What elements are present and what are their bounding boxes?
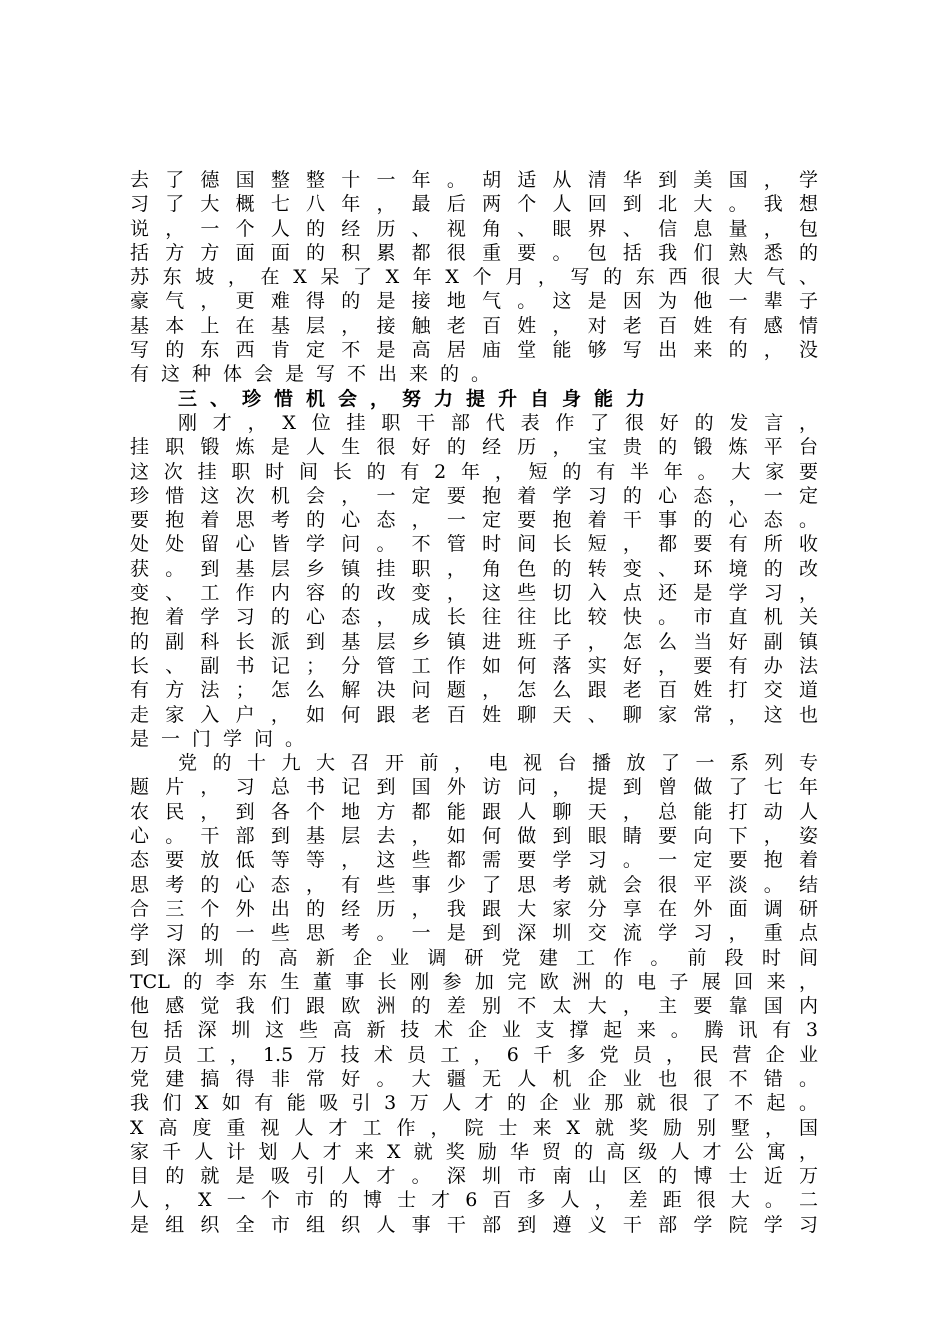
text-line: 挂职锻炼是人生很好的经历，宝贵的锻炼平台	[130, 436, 818, 459]
text-line: 合三个外出的经历，我跟大家分享在外面调研	[130, 897, 818, 920]
text-line: 变、工作内容的改变，这些切入点还是学习，	[130, 582, 818, 605]
text-line: 习了大概七八年，最后两个人回到北大。我想	[130, 193, 818, 216]
text-line: 是组织全市组织人事干部到遵义干部学院学习	[130, 1213, 818, 1236]
text-line: 要抱着思考的心态，一定要抱着干事的心态。	[130, 509, 818, 532]
text-line: 说，一个人的经历、视角、眼界、信息量，包	[130, 217, 818, 240]
paragraph	[130, 411, 818, 751]
text-line: 农民，到各个地方都能跟人聊天，总能打动人	[130, 800, 818, 823]
text-line: 基本上在基层，接触老百姓，对老百姓有感情	[130, 314, 818, 337]
text-line: 长、副书记；分管工作如何落实好，要有办法	[130, 654, 818, 677]
text-line: 心。干部到基层去，如何做到眼睛要向下，姿	[130, 825, 818, 848]
text-line: 苏东坡，在X呆了X年X个月，写的东西很大气、	[130, 266, 818, 289]
text-line: 去了德国整整十一年。胡适从清华到美国，学	[130, 169, 818, 191]
text-line: 括方方面面的积累都很重要。包括我们熟悉的	[130, 241, 818, 264]
text-line: 处处留心皆学问。不管时间长短，都要有所收	[130, 533, 818, 556]
text-line: 目的就是吸引人才。深圳市南山区的博士近万	[130, 1165, 818, 1188]
text-line: 珍惜这次机会，一定要抱着学习的心态，一定	[130, 484, 818, 507]
text-line: 态要放低等等，这些都需要学习。一定要抱着	[130, 849, 818, 872]
text-line: 获。到基层乡镇挂职，角色的转变、环境的改	[130, 557, 818, 580]
text-line: 包括深圳这些高新技术企业支撑起来。腾讯有3	[130, 1019, 818, 1042]
text-line: 学习的一些思考。一是到深圳交流学习，重点	[130, 922, 818, 945]
section-heading	[130, 387, 818, 411]
paragraph	[130, 168, 818, 387]
text-line: 到深圳的高新企业调研党建工作。前段时间	[130, 946, 818, 969]
text-line: 题片，习总书记到国外访问，提到曾做了七年	[130, 776, 818, 799]
text-line: 万员工，1.5万技术员工，6千多党员，民营企业	[130, 1043, 818, 1066]
text-line: 这次挂职时间长的有2年，短的有半年。大家要	[130, 460, 818, 483]
text-line: 人，X一个市的博士才6百多人，差距很大。二	[130, 1189, 818, 1212]
text-line: 走家入户，如何跟老百姓聊天、聊家常，这也	[130, 703, 818, 726]
text-line: 家千人计划人才来X就奖励华贸的高级人才公寓，	[130, 1140, 818, 1163]
text-line: 思考的心态，有些事少了思考就会很平淡。结	[130, 873, 818, 896]
heading-text: 三、珍惜机会，努力提升自身能力	[178, 387, 659, 410]
text-line: 他感觉我们跟欧洲的差别不太大，主要靠国内	[130, 995, 818, 1018]
text-line: 我们X如有能吸引3万人才的企业那就很了不起。	[130, 1092, 818, 1115]
text-line: 写的东西肯定不是高居庙堂能够写出来的，没	[130, 339, 818, 362]
text-line: 豪气，更难得的是接地气。这是因为他一辈子	[130, 290, 818, 313]
text-line: 党的十九大召开前，电视台播放了一系列专	[178, 752, 818, 775]
paragraph	[130, 751, 818, 1237]
text-line: X高度重视人才工作，院士来X就奖励别墅，国	[130, 1116, 818, 1139]
text-line: 刚才，X位挂职干部代表作了很好的发言，	[178, 411, 818, 434]
text-line: TCL的李东生董事长刚参加完欧洲的电子展回来，	[130, 970, 818, 993]
text-line: 有方法；怎么解决问题，怎么跟老百姓打交道	[130, 679, 818, 702]
text-line: 党建搞得非常好。大疆无人机企业也很不错。	[130, 1067, 818, 1090]
text-line: 的副科长派到基层乡镇进班子，怎么当好副镇	[130, 630, 818, 653]
text-line: 有这种体会是写不出来的。	[130, 363, 503, 386]
document-page	[130, 168, 818, 1237]
text-line: 抱着学习的心态，成长往往比较快。市直机关	[130, 606, 818, 629]
text-line: 是一门学问。	[130, 727, 317, 750]
